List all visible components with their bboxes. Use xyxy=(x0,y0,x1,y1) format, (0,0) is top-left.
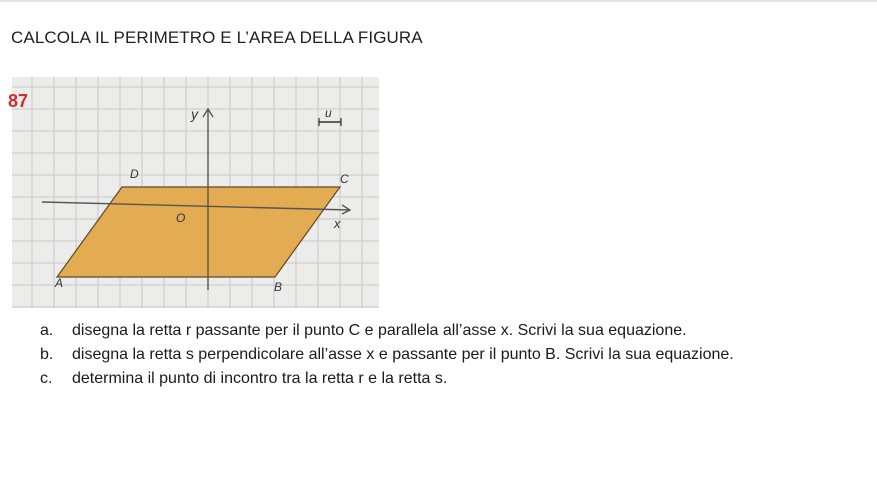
vertex-label-a: A xyxy=(55,276,64,290)
geometry-figure xyxy=(8,77,379,308)
origin-label: O xyxy=(176,211,186,225)
question-item-c xyxy=(40,368,860,390)
question-text: disegna la retta r passante per il punto C e parallela all’asse x. Scrivi la sua equazione. xyxy=(72,322,687,339)
question-item-a xyxy=(40,320,860,342)
question-text: disegna la retta s perpendicolare all’asse x e passante per il punto B. Scrivi la sua equazione. xyxy=(72,346,734,363)
question-marker: a. xyxy=(40,322,54,339)
figure-canvas xyxy=(8,77,379,308)
top-divider xyxy=(0,0,877,2)
vertex-label-d: D xyxy=(130,167,139,181)
question-item-b xyxy=(40,344,860,366)
page-heading: CALCOLA IL PERIMETRO E L’AREA DELLA FIGURA xyxy=(11,28,423,47)
vertex-label-c: C xyxy=(340,172,349,186)
unit-label: u xyxy=(325,106,332,120)
question-marker: c. xyxy=(40,370,53,387)
question-text: determina il punto di incontro tra la retta r e la retta s. xyxy=(72,370,448,387)
x-axis-label: x xyxy=(334,216,341,231)
question-marker: b. xyxy=(40,346,54,363)
y-axis-label: y xyxy=(191,106,198,122)
exercise-number: 87 xyxy=(8,91,29,111)
vertex-label-b: B xyxy=(274,280,283,294)
question-list xyxy=(40,320,860,392)
